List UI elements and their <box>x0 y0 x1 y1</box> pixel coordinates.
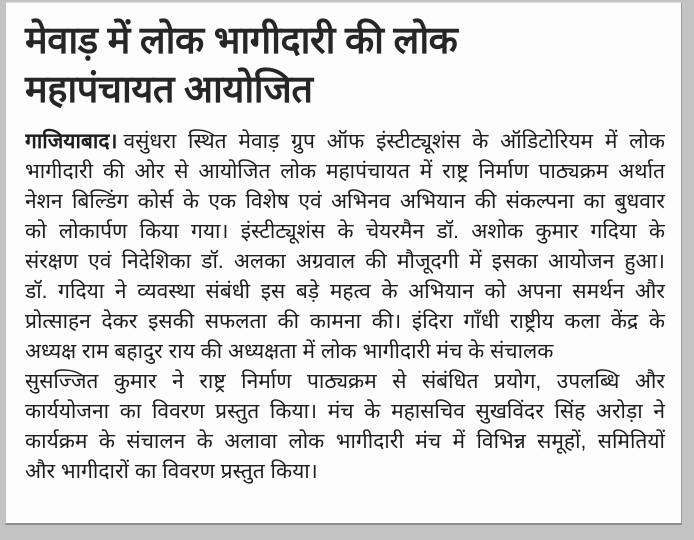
headline <box>25 17 665 115</box>
article-line: कार्ययोजना का विवरण प्रस्तुत किया। मंच के महासचिव सुखविंदर सिंह अरोड़ा ने <box>25 400 665 423</box>
article-line: और भागीदारों का विवरण प्रस्तुत किया। <box>25 460 318 483</box>
dateline: गाजियाबाद। <box>25 130 118 153</box>
article-line: भागीदारी की ओर से आयोजित लोक महापंचायत में राष्ट्र निर्माण पाठ्यक्रम अर्थात <box>25 160 665 183</box>
article-line: डॉ. गदिया ने व्यवस्था संबंधी इस बड़े महत्व के अभियान को अपना समर्थन और <box>25 280 665 303</box>
article-line: अध्यक्ष राम बहादुर राय की अध्यक्षता में लोक भागीदारी मंच के संचालक <box>25 340 554 363</box>
article-line: संरक्षण एवं निदेशिका डॉ. अलका अग्रवाल की मौजूदगी में इसका आयोजन हुआ। <box>25 250 665 273</box>
article-line <box>25 127 665 157</box>
article-body <box>25 127 665 487</box>
article-line: सुसज्जित कुमार ने राष्ट्र निर्माण पाठ्यक्रम से संबंधित प्रयोग, उपलब्धि और <box>25 370 665 393</box>
article-line: नेशन बिल्डिंग कोर्स के एक विशेष एवं अभिनव अभियान की संकल्पना का बुधवार <box>25 190 665 213</box>
article-line: कार्यक्रम के संचालन के अलावा लोक भागीदारी मंच में विभिन्न समूहों, समितियों <box>25 430 665 453</box>
article-line: को लोकार्पण किया गया। इंस्टीट्यूशंस के चेयरमैन डॉ. अशोक कुमार गदिया के <box>25 220 665 243</box>
headline-line-1: मेवाड़ में लोक भागीदारी की लोक <box>25 20 458 62</box>
article-line: प्रोत्साहन देकर इसकी सफलता की कामना की। इंदिरा गाँधी राष्ट्रीय कला केंद्र के <box>25 310 665 333</box>
newspaper-clipping <box>5 2 682 525</box>
headline-line-2: महापंचायत आयोजित <box>25 69 313 111</box>
article-line-text: वसुंधरा स्थित मेवाड़ ग्रुप ऑफ इंस्टीट्यूशंस के ऑडिटोरियम में लोक <box>123 130 665 153</box>
